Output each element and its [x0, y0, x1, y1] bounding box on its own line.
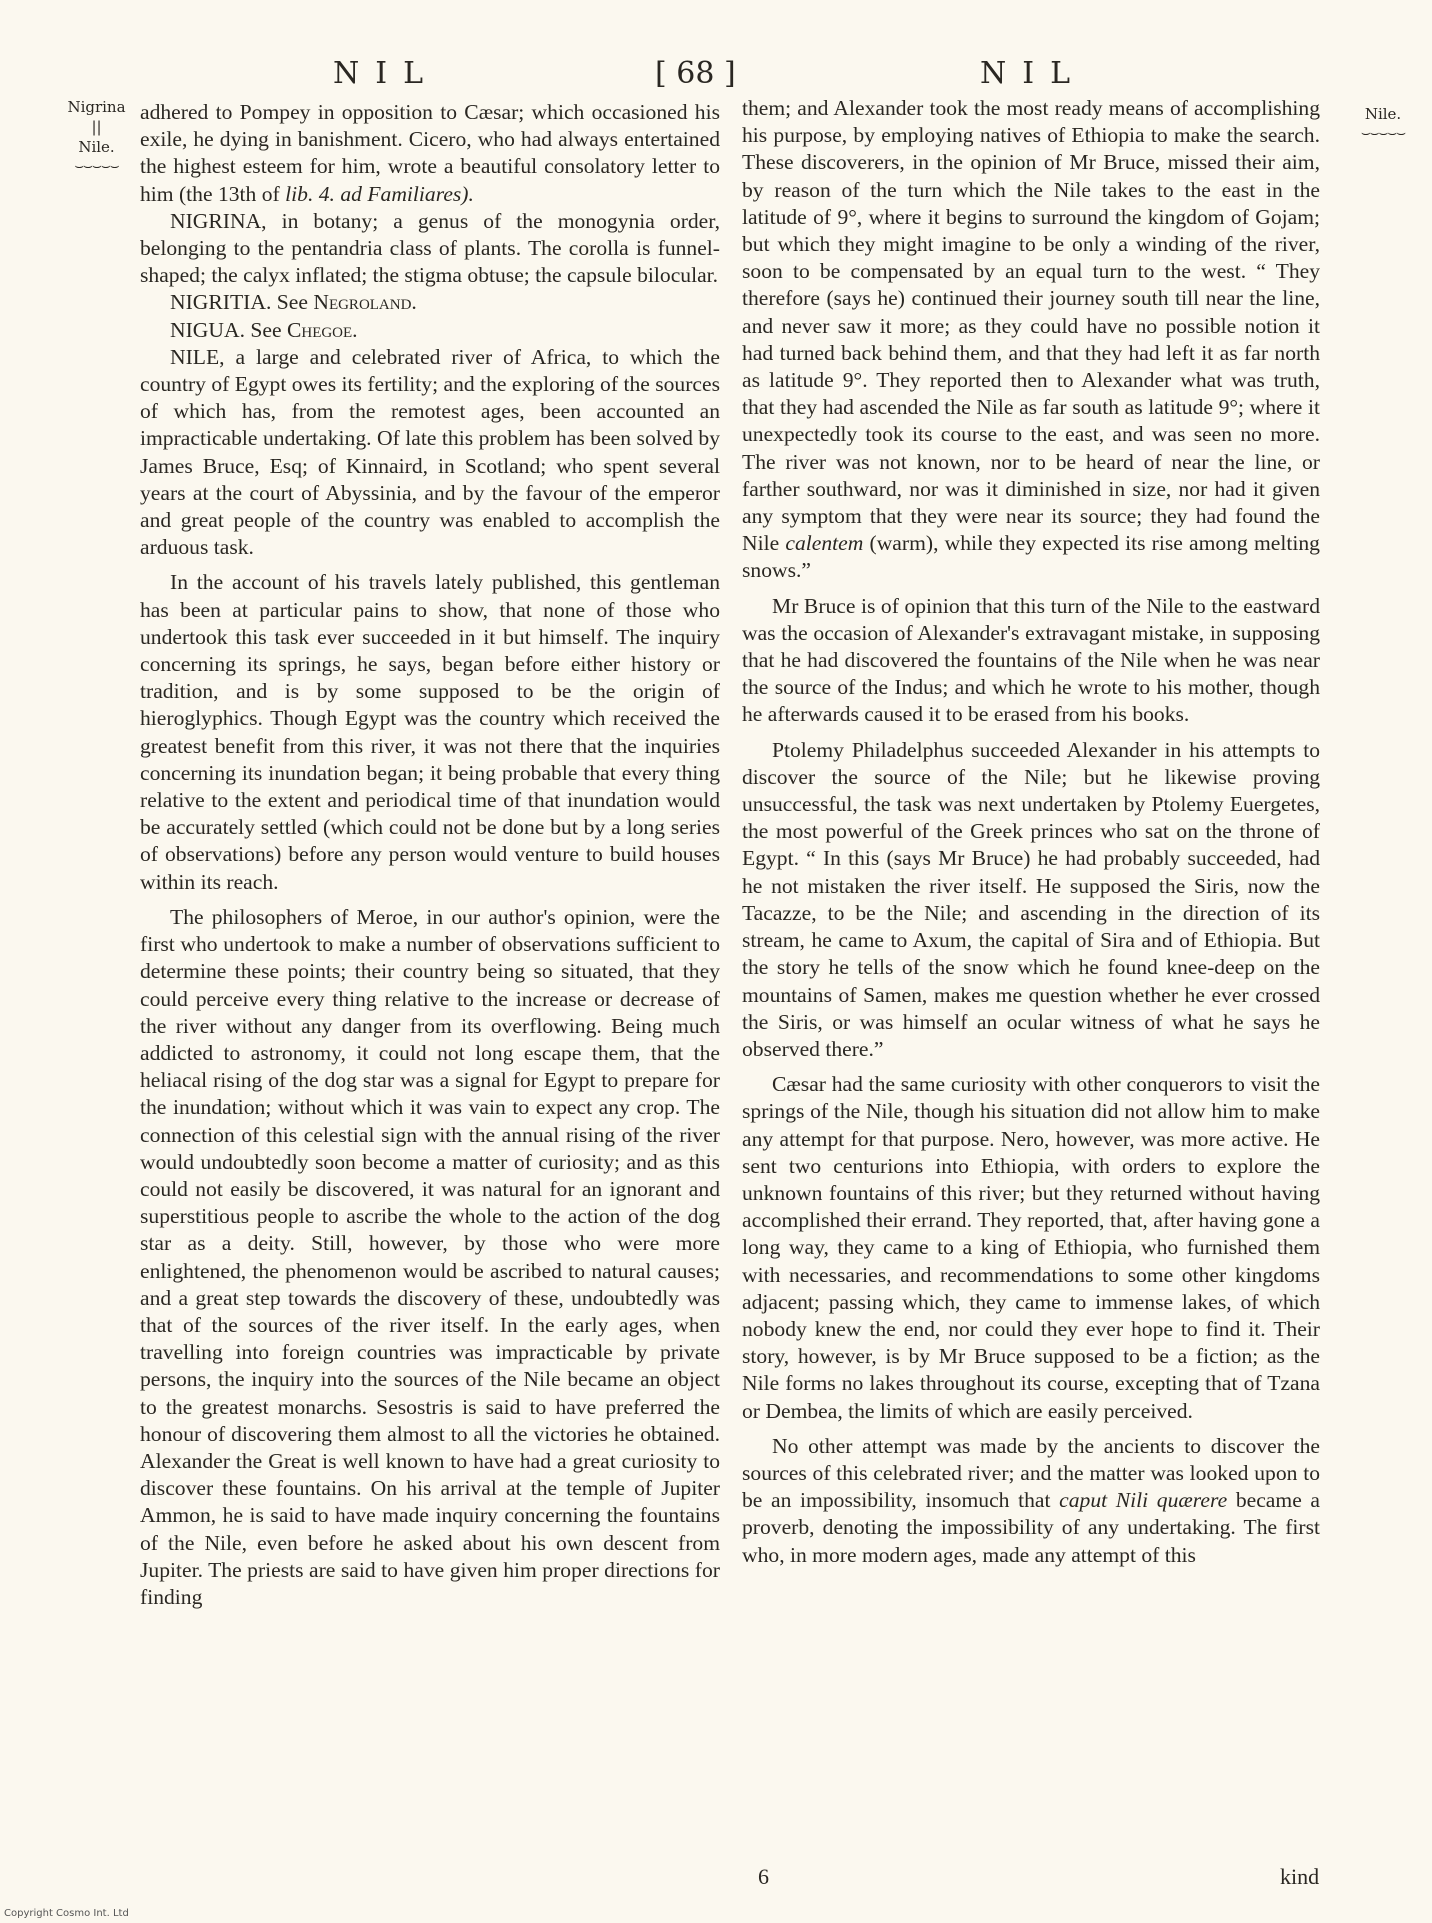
entry-nile: NILE, a large and celebrated river of Africa, to which the country of Egypt owes its fertility; and the exploring of the sources of which has, from the remotest ages, been accounted an impracticable undertaking. Of late this problem has been solved by James Bruce, Esq; of Kinnaird, in Scotland; who spent several years at the court of Abyssinia, and by the favour of the emperor and great people of the country was enabled to accomplish the arduous task.: [140, 344, 720, 560]
side-note-right: [1343, 104, 1423, 140]
paragraph: No other attempt was made by the ancients to discover the sources of this celebrated river; and the matter was looked upon to be an impossibility, insomuch that caput Nili quærere became a proverb, denoting the impossibility of any undertaking. The first who, in more modern ages, made any attempt of this: [742, 1433, 1321, 1567]
paragraph: them; and Alexander took the most ready means of accomplishing his purpose, by employing natives of Ethiopia to make the search. These discoverers, in the opinion of Mr Bruce, missed their aim, by reason of the turn which the Nile takes to the east in the latitude of 9°, where it begins to surround the kingdom of Gojam; but which they might imagine to be only a winding of the river, soon to be compensated by an equal turn to the west. “ They therefore (says he) continued their journey south till near the line, and never saw it more; as they could have no possible notion it had turned back behind them, and that they had left it as far north as latitude 9°. They reported then to Alexander what was truth, that they had ascended the Nile as far south as latitude 9°; where it unexpectedly took its course to the east, and was seen no more. The river was not known, nor to be heard of near the line, or farther southward, nor was it diminished in size, nor had it given any symptom that they were near its source; they had found the Nile calentem (warm), while they expected its rise among melting snows.”: [742, 96, 1320, 583]
copyright-watermark: Copyright Cosmo Int. Ltd: [4, 1908, 129, 1919]
paragraph: adhered to Pompey in opposition to Cæsar; which occasioned his exile, he dying in banishment. Cicero, who had always entertained the highest esteem for him, wrote a beautiful consolatory letter to him (the 13th of lib. 4. ad Familiares).: [140, 100, 720, 206]
paragraph: Cæsar had the same curiosity with other conquerors to visit the springs of the Nile, though his situation did not allow him to make any attempt for that purpose. Nero, however, was more active. He sent two centurions into Ethiopia, with orders to explore the unknown fountains of this river; but they returned without having accomplished their errand. They reported, that, after having gone a long way, they came to a king of Ethiopia, who furnished them with necessaries, and recommendations to some other kingdoms adjacent; passing which, they came to immense lakes, of which nobody knew the end, nor could they ever hope to find it. Their story, however, is by Mr Bruce supposed to be a fiction; as the Nile forms no lakes throughout its course, excepting that of Tzana or Dembea, the limits of which are easily perceived.: [742, 1072, 1320, 1423]
right-column: [742, 95, 1320, 1569]
cross-reference: Negroland.: [313, 290, 417, 315]
entry-nigrina: NIGRINA, in botany; a genus of the monogynia order, belonging to the pentandria class of plants. The corolla is funnel-shaped; the calyx inflated; the stigma obtuse; the capsule bilocular.: [140, 208, 720, 288]
page-number: [ 68 ]: [655, 56, 736, 91]
left-column: [140, 99, 720, 1611]
paragraph: The philosophers of Meroe, in our author's opinion, were the first who undertook to make a number of observations sufficient to determine these points; their country being so situated, that they could perceive every thing relative to the increase or decrease of the river without any danger from its overflowing. Being much addicted to astronomy, it could not long escape them, that the heliacal rising of the dog star was a signal for Egypt to prepare for the inundation; without which it was vain to expect any crop. The connection of this celestial sign with the annual rising of the river would undoubtedly soon become a matter of curiosity; and as this could not easily be discovered, it was natural for an ignorant and superstitious people to ascribe the whole to the action of the dog star as a deity. Still, however, by those who were more enlightened, the phenomenon would be ascribed to natural causes; and a great step towards the discovery of these, undoubtedly was that of the sources of the river itself. In the early ages, when travelling into foreign countries was impracticable by private persons, the inquiry into the sources of the Nile became an object to the greatest monarchs. Sesostris is said to have preferred the honour of discovering them almost to all the victories he obtained. Alexander the Great is well known to have had a great curiosity to discover these fountains. On his arrival at the temple of Jupiter Ammon, he is said to have made inquiry concerning the fountains of the Nile, even before he asked about his own descent from Jupiter. The priests are said to have given him proper directions for finding: [140, 904, 720, 1609]
side-note-left-separator: ||: [91, 118, 102, 136]
running-header: [0, 56, 1432, 96]
catchword: kind: [1280, 1864, 1320, 1889]
entry-nigua: NIGUA. See Chegoe.: [170, 317, 358, 342]
cross-reference: Chegoe.: [286, 317, 358, 342]
side-note-left-top: Nigrina: [67, 98, 126, 116]
paragraph: Ptolemy Philadelphus succeeded Alexander in his attempts to discover the source of the Nile; but he likewise proving unsuccessful, the task was next undertaken by Ptolemy Euergetes, the most powerful of the Greek princes who sat on the throne of Egypt. “ In this (says Mr Bruce) he had probably succeeded, had he not mistaken the river itself. He supposed the Siris, now the Tacazze, to be the Nile; and ascending in the direction of its stream, he came to Axum, the capital of Sira and of Ethiopia. But the story he tells of the snow which he found knee-deep on the mountains of Samen, makes me question whether he ever crossed the Siris, or was himself an ocular witness of what he says he observed there.”: [742, 737, 1320, 1061]
paragraph: In the account of his travels lately published, this gentleman has been at particular pains to show, that none of those who undertook this task ever succeeded in it but himself. The inquiry concerning its springs, he says, began before either history or tradition, and is by some supposed to be the origin of hieroglyphics. Though Egypt was the country which received the greatest benefit from this river, it was not there that the inquiries concerning its inundation began; it being probable that every thing relative to the extent and periodical time of that inundation would be accurately settled (which could not be done but by a long series of observations) before any person would venture to build houses within its reach.: [140, 570, 720, 894]
signature-mark: 6: [758, 1864, 769, 1889]
paragraph: Mr Bruce is of opinion that this turn of the Nile to the eastward was the occasion of Alexander's extravagant mistake, in supposing that he had discovered the fountains of the Nile when he was near the source of the Indus; and which he wrote to his mother, though he afterwards caused it to be erased from his books.: [742, 593, 1320, 727]
brace-ornament-left: ⌣⌣⌣⌣⌣: [74, 157, 119, 175]
header-right-word: NIL: [980, 56, 1087, 91]
side-note-left-bottom: Nile.: [78, 138, 115, 156]
brace-ornament-right: ⌣⌣⌣⌣⌣: [1360, 124, 1406, 142]
header-left-word: NIL: [333, 56, 440, 91]
side-note-left: [54, 97, 139, 173]
side-note-right-text: Nile.: [1364, 105, 1402, 123]
entry-nigritia: NIGRITIA. See Negroland.: [170, 290, 417, 315]
